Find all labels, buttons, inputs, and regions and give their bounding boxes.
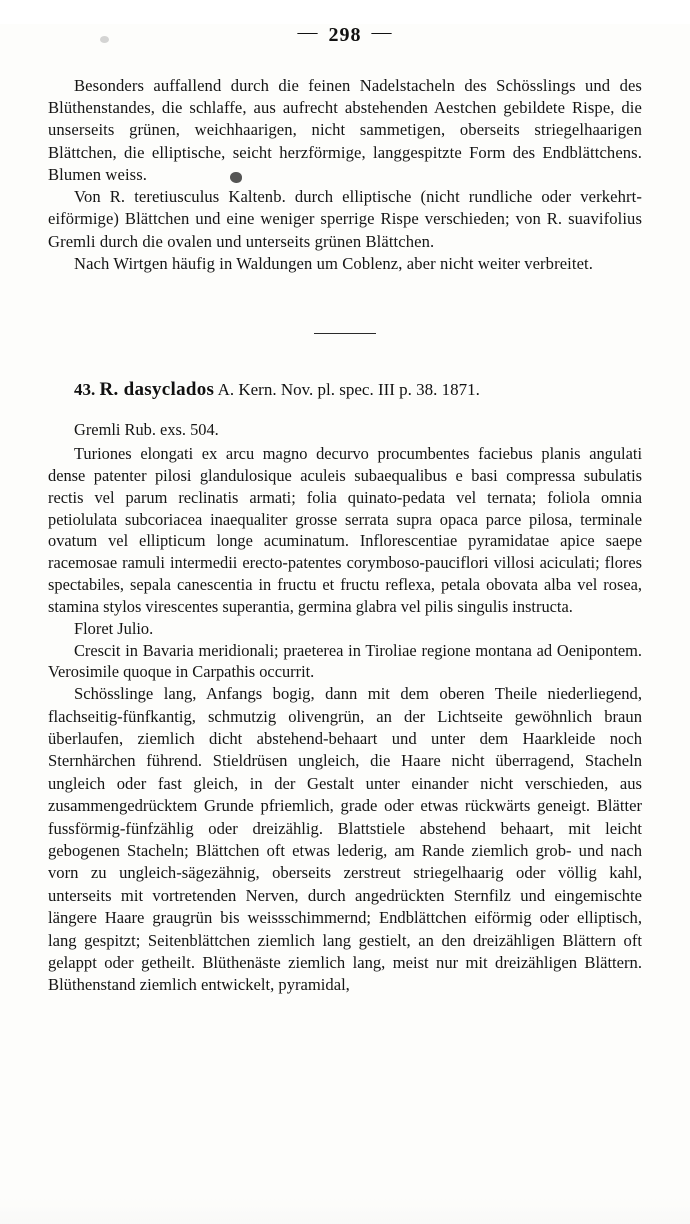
paragraph-comparison: Von R. teretiusculus Kaltenb. durch elliptische (nicht rundliche oder verkehrt-eiförmige) Blättchen und eine weniger sperrige Rispe verschieden; von R. suavifolius Gremli durch die ovalen und unterseits grünen Blättchen. [48, 187, 642, 251]
ink-blob [230, 172, 242, 183]
species-citation: A. Kern. Nov. pl. spec. III p. 38. 1871. [217, 380, 480, 400]
exsiccata-line: Gremli Rub. exs. 504. [74, 420, 219, 440]
species-name: R. dasyclados [99, 379, 215, 401]
page-header [48, 21, 642, 47]
document-page [0, 21, 690, 1224]
species-heading [48, 379, 642, 401]
header-dash-right: — [371, 21, 393, 43]
paragraph-distribution: Nach Wirtgen häufig in Waldungen um Coblenz, aber nicht weiter verbreitet. [74, 253, 594, 273]
latin-description: Turiones elongati ex arcu magno decurvo procumbentes faciebus planis angulati dense patenter pilosi glandulosique aculeis subaequalibus e basi compressa subulatis rectis vel parum reclinatis armati; folia quinato-pedata vel ternata; foliola omnia petiolulata subcoriacea inaequaliter grosse serrata supra opaca parce pilosa, terminale ovatum vel ellipticum longe acuminatum. Inflorescentiae pyramidatae apice saepe racemosae ramuli intermedii erecto-patentes corymboso-pauciflori villosi aciculati; flores spectabiles, sepala canescentia in fructu et fructu reflexa, petala obovata alba vel rosea, stamina stylos virescentes superantia, germina glabra vel pilis singulis instructa. [48, 444, 642, 616]
floret-line: Floret Julio. [74, 618, 154, 638]
section-divider [48, 321, 642, 339]
german-description: Schösslinge lang, Anfangs bogig, dann mit dem oberen Theile niederliegend, flachseitig-fünfkantig, schmutzig olivengrün, an der Lichtseite gewöhnlich braun überlaufen, ziemlich dicht abstehend-behaart und unter dem Haarkleide noch Sternhärchen führend. Stieldrüsen ungleich, die Haare nicht überragend, Stacheln ungleich oder fast gleich, in der Gestalt unter einander nicht verschieden, aus zusammengedrücktem Grunde pfriemlich, grade oder etwas rückwärts geneigt. Blätter fussförmig-fünfzählig oder dreizählig. Blattstiele abstehend behaart, mit leicht gebogenen Stacheln; Blättchen oft etwas lederig, am Rande ziemlich grob- und nach vorn zu ungleich-sägezähnig, oberseits zerstreut striegelhaarig oder völlig kahl, unterseits mit vortretenden Nerven, durch angedrückten Sternfilz und eingemischte längere Haare graugrün bis weissschimmernd; Endblättchen eiförmig oder elliptisch, lang gespitzt; Seitenblättchen ziemlich lang gestielt, an den dreizähligen Blättern oft gelappt oder getheilt. Blüthenäste ziemlich lang, meist nur mit dreizähligen Blättern. Blüthenstand ziemlich entwickelt, pyramidal, [48, 684, 642, 995]
paper-smudge [100, 36, 109, 43]
page-bottom-fade [0, 1198, 690, 1224]
species-number: 43. [74, 380, 96, 400]
header-dash-left: — [297, 21, 319, 43]
paragraph-diagnosis: Besonders auffallend durch die feinen Nadelstacheln des Schösslings und des Blüthenstandes, die schlaffe, aus aufrecht abstehenden Aestchen gebildete Rispe, die unserseits grünen, weichhaarigen, nicht sammetigen, oberseits striegelhaarigen Blättchen, die elliptische, seicht herzförmige, langgespitzte Form des Endblättchens. Blumen weiss. [48, 76, 642, 184]
divider-rule [314, 333, 376, 334]
intro-block [48, 75, 642, 275]
habitat-line: Crescit in Bavaria meridionali; praeterea in Tiroliae regione montana ad Oenipontem. Verosimile quoque in Carpathis occurrit. [48, 640, 642, 682]
page-number: 298 [328, 24, 362, 46]
